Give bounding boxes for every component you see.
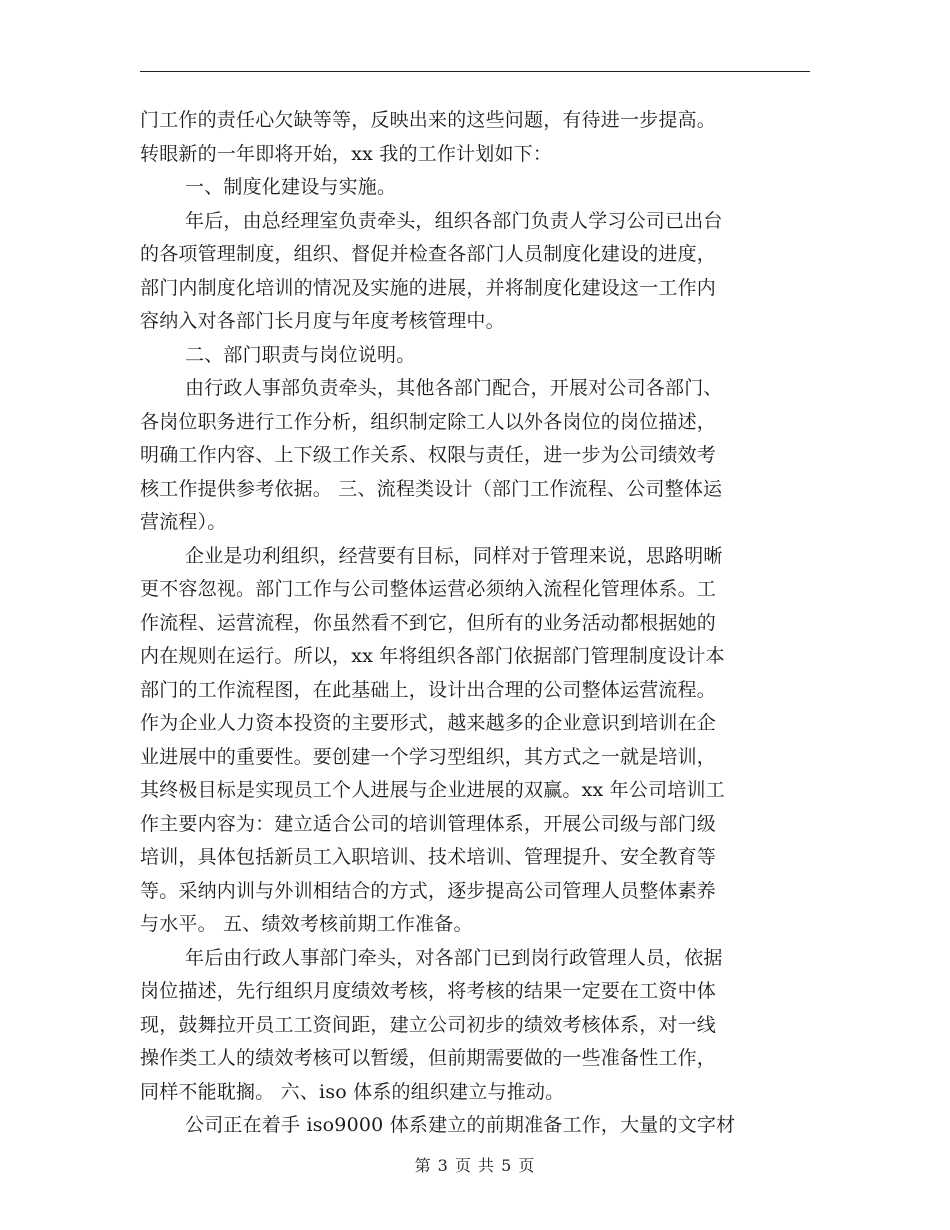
text-line: 由行政人事部负责牵头，其他各部门配合，开展对公司各部门、 <box>185 377 723 399</box>
text-line: 各岗位职务进行工作分析，组织制定除工人以外各岗位的岗位描述， <box>140 410 717 433</box>
text-line: 明确工作内容、上下级工作关系、权限与责任，进一步为公司绩效考 <box>140 444 717 466</box>
text-line: 转眼新的一年即将开始，xx 我的工作计划如下： <box>140 142 553 165</box>
text-line: 部门内制度化培训的情况及实施的进展，并将制度化建设这一工作内 <box>140 276 717 299</box>
text-line: 等。采纳内训与外训相结合的方式，逐步提高公司管理人员整体素养 <box>140 879 717 902</box>
page-number-footer: 第 3 页 共 5 页 <box>414 1156 536 1175</box>
text-line: 培训，具体包括新员工入职培训、技术培训、管理提升、安全教育等 <box>140 846 717 868</box>
section-heading: 二、部门职责与岗位说明。 <box>185 343 416 366</box>
text-line: 核工作提供参考依据。 三、流程类设计（部门工作流程、公司整体运 <box>140 477 723 500</box>
text-line: 容纳入对各部门长月度与年度考核管理中。 <box>140 310 505 332</box>
text-line: 年后由行政人事部门牵头，对各部门已到岗行政管理人员，依据 <box>185 946 723 969</box>
text-line: 更不容忽视。部门工作与公司整体运营必须纳入流程化管理体系。工 <box>140 578 717 600</box>
section-heading: 一、制度化建设与实施。 <box>185 176 397 198</box>
text-line: 部门的工作流程图，在此基础上，设计出合理的公司整体运营流程。 <box>140 678 717 701</box>
text-line: 企业是功利组织，经营要有目标，同样对于管理来说，思路明晰 <box>185 544 723 567</box>
text-line: 操作类工人的绩效考核可以暂缓，但前期需要做的一些准备性工作， <box>140 1047 717 1069</box>
text-line: 年后，由总经理室负责牵头，组织各部门负责人学习公司已出台 <box>185 209 723 232</box>
text-line: 作为企业人力资本投资的主要形式，越来越多的企业意识到培训在企 <box>140 712 717 734</box>
text-line: 业进展中的重要性。要创建一个学习型组织，其方式之一就是培训， <box>140 745 717 768</box>
text-line: 与水平。 五、绩效考核前期工作准备。 <box>140 913 473 935</box>
header-rule <box>140 71 810 72</box>
text-line: 内在规则在运行。所以，xx 年将组织各部门依据部门管理制度设计本 <box>140 645 725 667</box>
text-line: 同样不能耽搁。 六、iso 体系的组织建立与推动。 <box>140 1080 565 1103</box>
text-line: 公司正在着手 iso9000 体系建立的前期准备工作，大量的文字材 <box>185 1114 736 1136</box>
text-line: 门工作的责任心欠缺等等，反映出来的这些问题，有待进一步提高。 <box>140 109 717 131</box>
text-line: 营流程）。 <box>140 511 227 533</box>
text-line: 岗位描述，先行组织月度绩效考核，将考核的结果一定要在工资中体 <box>140 980 717 1002</box>
body-text <box>140 104 810 1143</box>
text-line: 其终极目标是实现员工个人进展与企业进展的双赢。xx 年公司培训工 <box>140 779 725 801</box>
text-line: 作流程、运营流程，你虽然看不到它，但所有的业务活动都根据她的 <box>140 611 717 634</box>
text-line: 作主要内容为：建立适合公司的培训管理体系，开展公司级与部门级 <box>140 812 717 835</box>
text-line: 现，鼓舞拉开员工工资间距，建立公司初步的绩效考核体系，对一线 <box>140 1013 717 1036</box>
text-line: 的各项管理制度，组织、督促并检查各部门人员制度化建设的进度， <box>140 243 717 265</box>
